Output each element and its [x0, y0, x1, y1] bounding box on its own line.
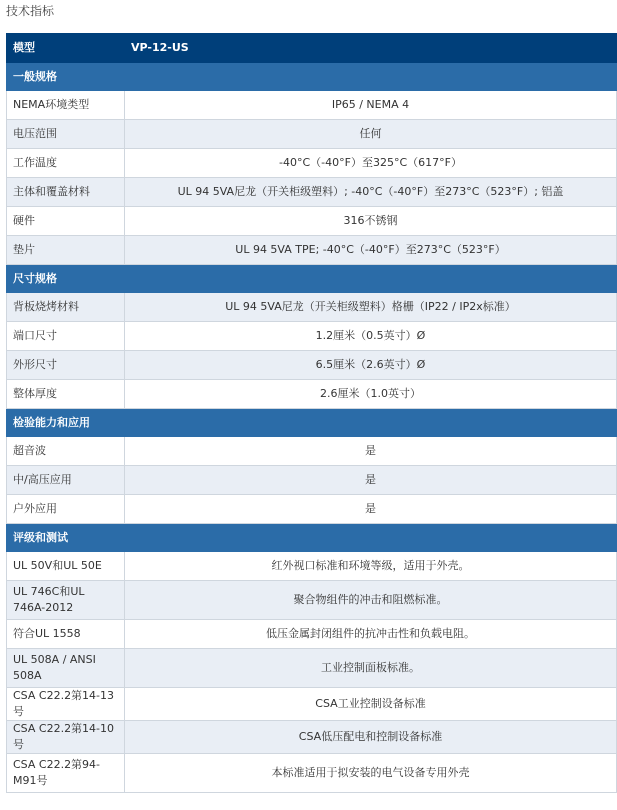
row-value: 是 — [125, 466, 617, 495]
row-label: CSA C22.2第94-M91号 — [7, 754, 125, 793]
row-value: -40°C（-40°F）至325°C（617°F） — [125, 149, 617, 178]
row-label: UL 508A / ANSI 508A — [7, 649, 125, 688]
row-value: 红外视口标准和环境等级，适用于外壳。 — [125, 552, 617, 581]
spec-table — [6, 33, 617, 793]
section-title: 评级和测试 — [7, 524, 617, 552]
row-value: UL 94 5VA尼龙（开关柜级塑料）; -40°C（-40°F）至273°C（523°F）; 铝盖 — [125, 178, 617, 207]
table-row — [7, 466, 617, 495]
row-label: CSA C22.2第14-13号 — [7, 688, 125, 721]
row-value: 工业控制面板标准。 — [125, 649, 617, 688]
row-label: 背板烧烤材料 — [7, 293, 125, 322]
row-value: UL 94 5VA尼龙（开关柜级塑料）格栅（IP22 / IP2x标准） — [125, 293, 617, 322]
row-value: IP65 / NEMA 4 — [125, 91, 617, 120]
section-title: 一般规格 — [7, 63, 617, 91]
table-row — [7, 380, 617, 409]
table-row — [7, 293, 617, 322]
table-row — [7, 120, 617, 149]
table-row — [7, 178, 617, 207]
section-header-inspection — [7, 409, 617, 437]
row-label: 电压范围 — [7, 120, 125, 149]
header-label: 模型 — [7, 34, 125, 63]
row-label: 户外应用 — [7, 495, 125, 524]
row-value: 2.6厘米（1.0英寸） — [125, 380, 617, 409]
table-row — [7, 91, 617, 120]
row-label: 主体和覆盖材料 — [7, 178, 125, 207]
row-value: 1.2厘米（0.5英寸）Ø — [125, 322, 617, 351]
table-row — [7, 322, 617, 351]
row-label: 中/高压应用 — [7, 466, 125, 495]
row-value: 本标准适用于拟安装的电气设备专用外壳 — [125, 754, 617, 793]
row-value: CSA工业控制设备标准 — [125, 688, 617, 721]
row-label: 外形尺寸 — [7, 351, 125, 380]
section-header-dimensions — [7, 265, 617, 293]
header-value: VP-12-US — [125, 34, 617, 63]
page-heading: 技术指标 — [6, 4, 55, 18]
row-value: 是 — [125, 495, 617, 524]
table-row — [7, 649, 617, 688]
row-value: UL 94 5VA TPE; -40°C（-40°F）至273°C（523°F） — [125, 236, 617, 265]
section-title: 尺寸规格 — [7, 265, 617, 293]
section-header-general — [7, 63, 617, 91]
table-row — [7, 754, 617, 793]
row-label: 超音波 — [7, 437, 125, 466]
table-row — [7, 149, 617, 178]
row-label: 符合UL 1558 — [7, 620, 125, 649]
table-row — [7, 620, 617, 649]
row-value: CSA低压配电和控制设备标准 — [125, 721, 617, 754]
row-value: 任何 — [125, 120, 617, 149]
row-label: CSA C22.2第14-10号 — [7, 721, 125, 754]
row-label: UL 746C和UL 746A-2012 — [7, 581, 125, 620]
table-row — [7, 351, 617, 380]
table-row — [7, 688, 617, 721]
table-row — [7, 552, 617, 581]
table-row — [7, 581, 617, 620]
section-header-ratings — [7, 524, 617, 552]
row-label: 硬件 — [7, 207, 125, 236]
row-value: 316不锈钢 — [125, 207, 617, 236]
row-label: NEMA环境类型 — [7, 91, 125, 120]
row-label: 工作温度 — [7, 149, 125, 178]
row-label: 整体厚度 — [7, 380, 125, 409]
row-value: 聚合物组件的冲击和阻燃标准。 — [125, 581, 617, 620]
row-value: 低压金属封闭组件的抗冲击性和负载电阻。 — [125, 620, 617, 649]
table-row — [7, 207, 617, 236]
row-value: 6.5厘米（2.6英寸）Ø — [125, 351, 617, 380]
table-row — [7, 495, 617, 524]
row-value: 是 — [125, 437, 617, 466]
row-label: 垫片 — [7, 236, 125, 265]
table-row — [7, 437, 617, 466]
row-label: 端口尺寸 — [7, 322, 125, 351]
table-row — [7, 721, 617, 754]
table-row — [7, 236, 617, 265]
row-label: UL 50V和UL 50E — [7, 552, 125, 581]
section-title: 检验能力和应用 — [7, 409, 617, 437]
table-header-row — [7, 34, 617, 63]
